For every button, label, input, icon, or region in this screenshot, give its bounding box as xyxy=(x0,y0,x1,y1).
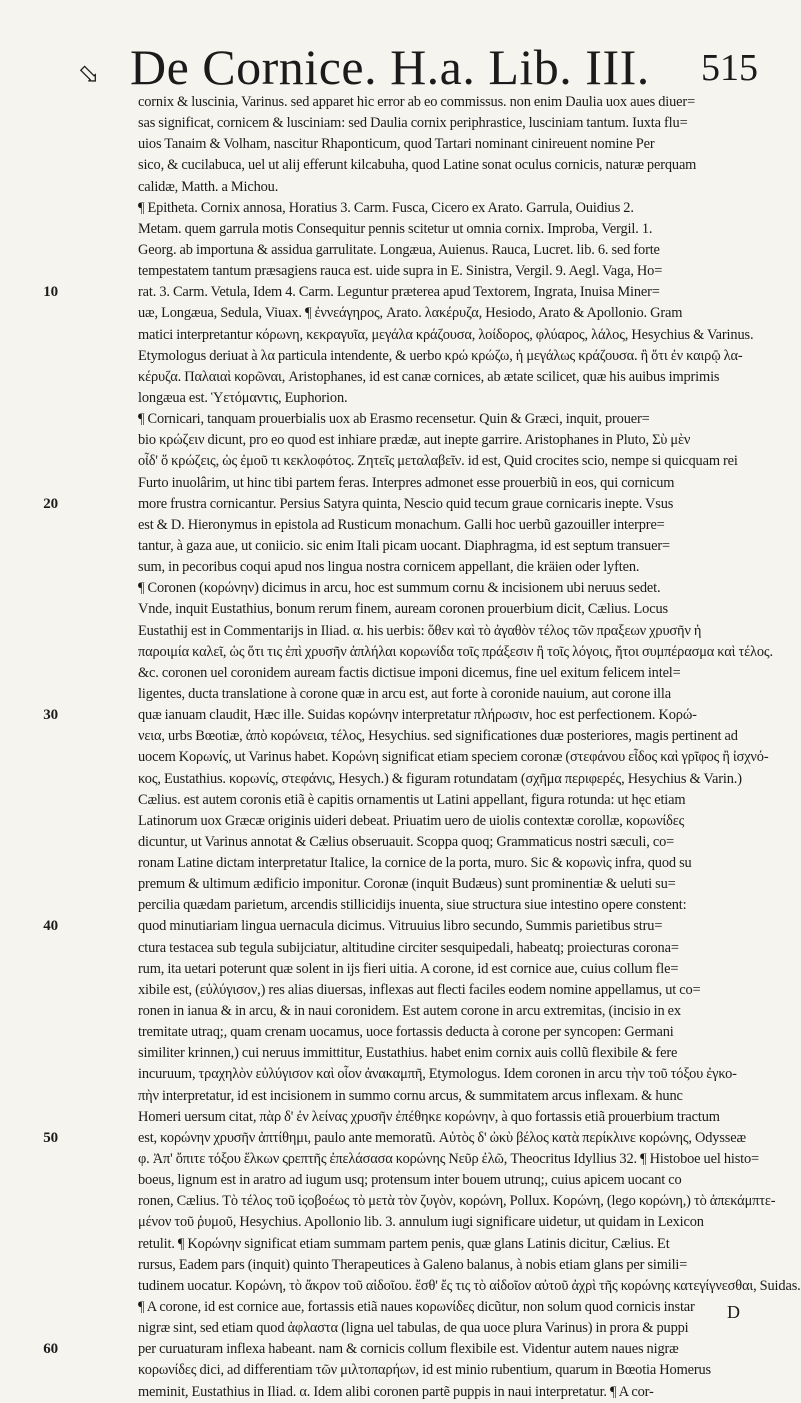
line-text: est, κορώνην χρυσῆν ἀπτίθημι, paulo ante memoratũ. Αὐτὸς δ' ὠκὺ βέλος κατὰ περίκλινε κορώνης, Odysseæ xyxy=(138,1129,746,1146)
text-line xyxy=(138,895,775,916)
line-text: πὴν interpretatur, id est incisionem in summo cornu arcus, & summitatem arcus inflexam. & hunc xyxy=(138,1087,683,1104)
text-line xyxy=(138,473,775,494)
line-text: boeus, lignum est in aratro ad iugum usq; protensum inter bouem utrunq;, cuius apicem uocant co xyxy=(138,1172,682,1189)
text-line xyxy=(138,261,775,282)
text-body xyxy=(43,92,801,1403)
text-line xyxy=(43,1339,775,1360)
text-line xyxy=(138,1043,775,1064)
text-line xyxy=(138,240,775,261)
text-line xyxy=(138,769,775,790)
line-number: 50 xyxy=(43,1129,58,1146)
text-line xyxy=(138,663,775,684)
line-text: similiter krinnen,) cui neruus immittitur, Eustathius. habet enim cornix auis collũ flexibile & fere xyxy=(138,1045,678,1062)
line-text: ¶ Epitheta. Cornix annosa, Horatius 3. Carm. Fusca, Cicero ex Arato. Garrula, Ouidius 2. xyxy=(138,199,634,216)
text-line xyxy=(138,557,775,578)
line-text: Metam. quem garrula motis Consequitur pennis scitetur ut omnia cornix. Improba, Vergil. 1. xyxy=(138,220,653,237)
text-line xyxy=(138,92,775,113)
text-line xyxy=(138,1255,775,1276)
line-text: ¶ A corone, id est cornice aue, fortassis etiã naues κορωνίδες dicũtur, non solum quod cornicis instar xyxy=(138,1299,695,1316)
line-text: Eustathij est in Commentarijs in Iliad. α. his uerbis: ὅθεν καὶ τὸ ἀγαθὸν τέλος τῶν πραξεων χρυσῆν ἡ xyxy=(138,622,702,639)
line-text: tremitate utraq;, quam crenam uocamus, uoce fortassis deducta à corone per syncopen: Germani xyxy=(138,1024,674,1041)
text-line xyxy=(138,1318,775,1339)
line-text: μένον τοῦ ῥυμοῦ, Hesychius. Apollonio lib. 3. annulum iugi significare uidetur, ut quidam in Lexicon xyxy=(138,1214,704,1231)
line-text: κορωνίδες dici, ad differentiam τῶν μιλτοπαρήων, id est minio rubentium, quarum in Bœotia Homerus xyxy=(138,1362,711,1379)
line-text: calidæ, Matth. a Michou. xyxy=(138,178,279,195)
line-text: dicuntur, ut Varinus annotat & Cælius obseruauit. Scoppa quoq; Grammaticus nostri sæculi, co= xyxy=(138,833,675,850)
text-line xyxy=(138,1064,775,1085)
line-text: tempestatem tantum præsagiens rauca est. uide supra in E. Sinistra, Vergil. 9. Aegl. Vaga, Ho= xyxy=(138,263,663,280)
line-text: Latinorum uox Græcæ originis uideri debeat. Priuatim uero de uiolis contextæ corollæ, κορωνίδες xyxy=(138,812,685,829)
text-line xyxy=(138,134,775,155)
text-line xyxy=(138,1170,775,1191)
text-line xyxy=(138,874,775,895)
text-line xyxy=(138,853,775,874)
line-number: 30 xyxy=(43,707,58,724)
text-line xyxy=(43,494,775,515)
text-line xyxy=(138,1212,775,1233)
line-text: est & D. Hieronymus in epistola ad Rusticum monachum. Galli hoc uerbũ gazouiller interpre= xyxy=(138,516,665,533)
text-line xyxy=(138,811,775,832)
line-text: ¶ Coronen (κορώνην) dicimus in arcu, hoc est summum cornu & incisionem ubi neruus sedet. xyxy=(138,580,661,597)
line-text: rat. 3. Carm. Vetula, Idem 4. Carm. Leguntur præterea apud Textorem, Ingrata, Inuisa Miner= xyxy=(138,284,660,301)
running-title: De Cornice. H.a. Lib. III. xyxy=(130,39,650,95)
line-text: tantur, à gaza aue, ut coniicio. sic enim Itali picam uocant. Diaphragma, id est septum transuer= xyxy=(138,537,670,554)
text-line xyxy=(138,1276,801,1297)
line-text: uocem Κορωνίς, ut Varinus habet. Κορώνη significat etiam speciem coronæ (στεφάνου εἶδος καὶ γρῖφος ἢ ἰσχνό- xyxy=(138,749,769,766)
line-text: ctura testacea sub tegula subijciatur, altitudine circiter sesquipedali, habeatq; proiecturas corona= xyxy=(138,939,679,956)
text-line xyxy=(138,747,775,768)
text-line xyxy=(138,684,775,705)
line-text: percilia quædam parietum, arcendis stillicidijs inuenta, siue structura siue intestino opere constent: xyxy=(138,897,687,914)
line-text: sum, in pecoribus coqui apud nos lingua nostra cornicem appellant, die kräien oder lyften. xyxy=(138,559,640,576)
line-number: 10 xyxy=(43,284,58,301)
line-text: Georg. ab importuna & assidua garrulitate. Longæua, Auienus. Rauca, Lucret. lib. 6. sed forte xyxy=(138,241,660,258)
text-line xyxy=(138,451,775,472)
line-text: sico, & cucilabuca, uel ut alij efferunt kilcabuha, quod Latine sonat oculus cornicis, naturæ perquam xyxy=(138,157,697,174)
line-text: ligentes, ducta translatione à corone quæ in arcu est, aut forte à coronide nauium, aut corone illa xyxy=(138,685,671,702)
line-number: 20 xyxy=(43,495,58,512)
line-text: Etymologus deriuat à λα particula intendente, & uerbo κρώ κρώζω, ἡ μεγάλως κράζουσα. ἢ ὅτι ἐν καιρῷ λα- xyxy=(138,347,743,364)
line-text: rursus, Eadem pars (inquit) quinto Therapeutices à Galeno balanus, à nobis etiam glans per simili= xyxy=(138,1256,688,1273)
line-text: &c. coronen uel coronidem auream factis dictisue imponi dicemus, fine uel exitum felicem intel= xyxy=(138,664,681,681)
line-text: ronen in ianua & in arcu, & in naui coronidem. Est autem corone in arcu extremitas, (incisio in ex xyxy=(138,1003,681,1020)
text-line xyxy=(138,1107,775,1128)
text-line xyxy=(138,536,775,557)
line-text: longæua est. Ὑετόμαντις, Euphorion. xyxy=(138,389,348,406)
line-text: Homeri uersum citat, πὰρ δ' ἐν λείνας χρυσῆν ἐπέθηκε κορώνην, à quo fortassis etiã prouerbium tractum xyxy=(138,1108,720,1125)
text-line xyxy=(138,113,775,134)
text-line xyxy=(138,198,775,219)
line-number: 40 xyxy=(43,918,58,935)
line-text: quæ ianuam claudit, Hæc ille. Suidas κορώνην interpretatur πλήρωσιν, hoc est perfectionem. Κορώ- xyxy=(138,707,697,724)
line-text: ronen, Cælius. Τὸ τέλος τοῦ ἱςοβοέως τὸ μετὰ τὸν ζυγὸν, κορώνη, Pollux. Κορώνη, (lego κορώνη,) τὸ ἀπεκάμπτε- xyxy=(138,1193,776,1210)
text-line xyxy=(43,1128,775,1149)
text-line xyxy=(138,1191,775,1212)
text-line xyxy=(138,938,775,959)
line-text: premum & ultimum ædificio imponitur. Coronæ (inquit Budæus) sunt prominentiæ & ueluti su= xyxy=(138,876,676,893)
line-text: ronam Latine dictam interpretatur Italice, la cornice de la porta, muro. Sic & κορωνὶς infra, quod su xyxy=(138,855,692,872)
text-line xyxy=(138,1234,775,1255)
text-line xyxy=(138,1149,775,1170)
page-number: 515 xyxy=(701,47,758,89)
text-line xyxy=(138,155,775,176)
line-text: quod minutiariam lingua uernacula dicimus. Vitruuius libro secundo, Summis parietibus stru= xyxy=(138,918,663,935)
line-text: cornix & luscinia, Varinus. sed apparet hic error ab eo commissus. non enim Daulia uox aues diuer= xyxy=(138,94,696,110)
text-line xyxy=(43,916,775,937)
line-text: φ. Ἀπ' ὄπιτε τόξου ἕλκων ςρεπτῆς ἐπελάσασα κορώνης Νεῦρ ἐλῶ, Theocritus Idyllius 32. ¶ Histoboe uel histo= xyxy=(138,1151,760,1168)
line-text: uios Tanaim & Volham, nascitur Rhaponticum, quod Tartari nominant cinireuent nomine Per xyxy=(138,136,655,153)
text-line xyxy=(138,430,775,451)
line-text: matici interpretantur κόρωνη, κεκραγυῖα, μεγάλα κράζουσα, λοίδορος, φλύαρος, λάλος, Hesychius & Varinus. xyxy=(138,326,754,343)
line-text: κέρυζα. Παλαιαὶ κορῶναι, Aristophanes, id est canæ cornices, ab ætate scilicet, quæ his auibus imprimis xyxy=(138,368,720,385)
line-text: νεια, urbs Bœotiæ, ἀπὸ κορώνεια, τέλος, Hesychius. sed significationes duæ posteriores, magis pertinent ad xyxy=(138,728,738,745)
text-line xyxy=(138,1360,775,1381)
text-line xyxy=(138,1001,775,1022)
text-line xyxy=(138,832,775,853)
line-text: incuruum, τραχηλὸν εὐλύγισον καὶ οἷον ἀνακαμπῆ, Etymologus. Idem coronen in arcu τὴν τοῦ τόξου ἐγκο- xyxy=(138,1066,737,1083)
header-ornament-icon: ⬂ xyxy=(78,60,100,89)
line-text: nigræ sint, sed etiam quod ἀφλαστα (ligna uel tabulas, de qua uoce plura Varinus) in prora & puppi xyxy=(138,1320,689,1337)
text-line xyxy=(138,980,775,1001)
text-line xyxy=(138,1297,775,1318)
text-line xyxy=(138,621,775,642)
text-line xyxy=(138,599,775,620)
text-line xyxy=(138,409,775,430)
text-line xyxy=(138,1022,775,1043)
text-line xyxy=(138,959,775,980)
text-line xyxy=(43,705,775,726)
line-text: rum, ita uetari poterunt quæ solent in ijs fieri uitia. A corone, id est cornice aue, cuius collum fle= xyxy=(138,960,679,977)
line-text: retulit. ¶ Κορώνην significat etiam summam partem penis, quæ glans Latinis dicitur, Cælius. Et xyxy=(138,1235,670,1252)
line-text: Cælius. est autem coronis etiã è capitis ornamentis ut Latini appellant, figura rotunda: ut hęc etiam xyxy=(138,791,686,808)
text-line xyxy=(138,325,775,346)
line-text: more frustra cornicantur. Persius Satyra quinta, Nescio quid tecum graue cornicaris inepte. Vsus xyxy=(138,495,674,512)
line-number: 60 xyxy=(43,1341,58,1358)
catchword: D xyxy=(727,1302,740,1322)
line-text: ¶ Cornicari, tanquam prouerbialis uox ab Erasmo recensetur. Quin & Græci, inquit, prouer= xyxy=(138,411,650,428)
line-text: per curuaturam inflexa habeant. nam & cornicis collum flexibile est. Videntur autem naues nigræ xyxy=(138,1341,679,1358)
text-line xyxy=(138,388,775,409)
text-line xyxy=(138,177,775,198)
line-text: meminit, Eustathius in Iliad. α. Idem alibi coronen partẽ puppis in naui interpretatur. ¶ A cor- xyxy=(138,1383,654,1400)
line-text: uæ, Longæua, Sedula, Viuax. ¶ ἐννεάγηρος, Arato. λακέρυζα, Hesiodo, Arato & Apollonio. Gram xyxy=(138,305,683,322)
line-text: sas significat, cornicem & lusciniam: sed Daulia cornix periphrastice, lusciniam tantum. Iuxta flu= xyxy=(138,115,688,132)
text-line xyxy=(138,1382,775,1403)
line-text: Furto inuolârim, ut hinc tibi partem feras. Interpres admonet esse prouerbiũ in eos, qui cornicum xyxy=(138,474,675,491)
line-text: xibile est, (εὐλύγισον,) res alias diuersas, inflexas aut flecti faciles eodem nomine appellamus, ut co= xyxy=(138,981,701,998)
text-line xyxy=(138,642,775,663)
text-line xyxy=(138,1086,775,1107)
text-line xyxy=(138,726,775,747)
line-text: οἶδ' ὅ κρώζεις, ὡς ἐμοῦ τι κεκλοφότος. Ζητεῖς μεταλαβεῖν. id est, Quid crocites scio, nempe si quicquam rei xyxy=(138,453,738,470)
text-line xyxy=(138,578,775,599)
line-text: tudinem uocatur. Κορώνη, τὸ ἄκρον τοῦ αἰδοῖου. ἔσθ' ἔς τις τὸ αἰδοῖον αὐτοῦ ἀχρὶ τῆς κορώνης κατεγίγνεσθαι, Suidas. xyxy=(138,1277,801,1294)
text-line xyxy=(138,367,775,388)
line-text: κος, Eustathius. κορωνίς, στεφάνις, Hesych.) & figuram rotundatam (σχῆμα περιφερές, Hesychius & Varin.) xyxy=(138,770,742,787)
text-line xyxy=(138,790,775,811)
text-line xyxy=(43,282,775,303)
line-text: bio κρώζειν dicunt, pro eo quod est inhiare prædæ, aut inepte garrire. Aristophanes in Pluto, Σὺ μὲν xyxy=(138,432,691,449)
text-line xyxy=(138,515,775,536)
text-line xyxy=(138,303,775,324)
text-line xyxy=(138,346,775,367)
line-text: Vnde, inquit Eustathius, bonum rerum finem, auream coronen prouerbium dicit, Cælius. Locus xyxy=(138,601,668,618)
line-text: παροιμία καλεῖ, ὡς ὅτι τις ἐπὶ χρυσῆν ἀπλήλαι κορωνίδα τοῖς πράξεσιν ἢ τοῖς λόγοις, ἤτοι συμπέρασμα καὶ τέλος. xyxy=(138,643,773,660)
text-line xyxy=(138,219,775,240)
